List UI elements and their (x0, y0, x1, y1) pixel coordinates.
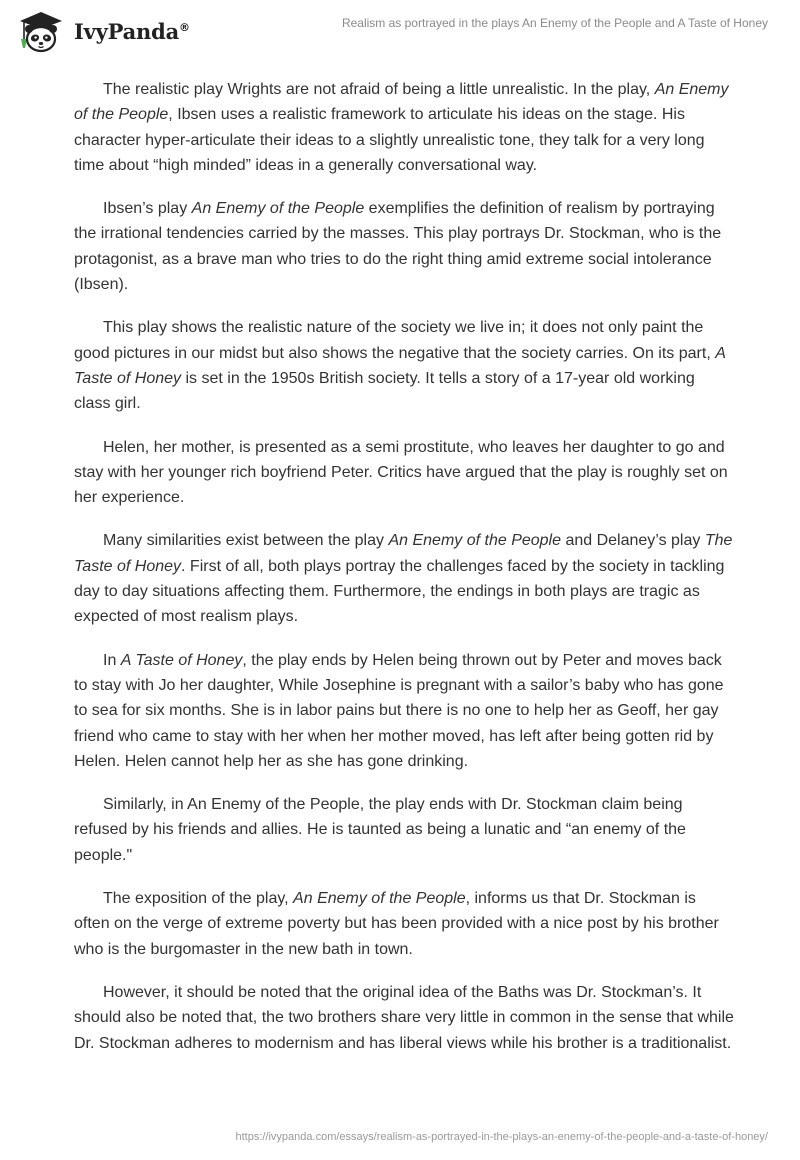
paragraph (74, 648, 734, 774)
text-run: , Ibsen uses a realistic framework to articulate his ideas on the stage. His character hyper-articulate their ideas to a slightly unrealistic tone, they talk for a very long time about “high minded” ideas in a generally conversational way. (74, 106, 705, 174)
essay-body (74, 77, 734, 1074)
paragraph (74, 435, 734, 511)
text-run: The realistic play Wrights are not afraid of being a little unrealistic. In the play, (103, 81, 655, 98)
text-run: , informs us that Dr. Stockman is often on the verge of extreme poverty but has been provided with a nice post by his brother who is the burgomaster in the new bath in town. (74, 890, 719, 958)
ivypanda-logo[interactable] (14, 8, 190, 54)
text-run: However, it should be noted that the original idea of the Baths was Dr. Stockman’s. It should also be noted that, the two brothers share very little in common in the sense that while Dr. Stockman adheres to modernism and has liberal views while his brother is a traditionalist. (74, 983, 734, 1052)
italic-title: An Enemy of the People (388, 532, 562, 550)
page-header (0, 0, 800, 60)
paragraph (74, 77, 734, 178)
text-run: , the play ends by Helen being thrown out by Peter and moves back to stay with Jo her daughter, While Josephine is pregnant with a sailor’s baby who has gone to sea for six months. She is in labor pains but there is no one to help her as Geoff, her gay friend who came to stay with her when her mother moved, has left after being gotten rid by Helen. Helen cannot help her as she has gone drinking. (74, 651, 724, 770)
italic-title: The Taste of Honey (74, 532, 733, 575)
paragraph (74, 980, 734, 1056)
text-run: is set in the 1950s British society. It tells a story of a 17-year old working class girl. (74, 369, 695, 413)
paragraph (74, 792, 734, 868)
text-run: In (103, 651, 121, 669)
text-run: exemplifies the definition of realism by portraying the irrational tendencies carried by the masses. This play portrays Dr. Stockman, who is the protagonist, as a brave man who tries to do the right thing amid extreme social intolerance (Ibsen). (74, 200, 722, 294)
text-run: and Delaney’s play (561, 532, 705, 550)
text-run: Helen, her mother, is presented as a semi prostitute, who leaves her daughter to go and stay with her younger rich boyfriend Peter. Critics have argued that the play is roughly set on her experience. (74, 438, 728, 507)
paragraph (74, 886, 734, 962)
italic-title: An Enemy of the People (293, 890, 466, 908)
panda-graduate-icon (14, 8, 72, 54)
italic-title: A Taste of Honey (74, 344, 726, 387)
brand-name: IvyPanda® (74, 18, 190, 44)
italic-title: An Enemy of the People (74, 81, 729, 124)
italic-title: An Enemy of the People (191, 200, 365, 218)
paragraph (74, 196, 734, 297)
document-title: Realism as portrayed in the plays An Enemy of the People and A Taste of Honey (341, 16, 768, 30)
source-url[interactable]: https://ivypanda.com/essays/realism-as-portrayed-in-the-plays-an-enemy-of-the-people-and-a-taste-of-honey/ (235, 1131, 768, 1143)
text-run: . First of all, both plays portray the challenges faced by the society in tackling day to day situations affecting them. Furthermore, the endings in both plays are tragic as expected of most realism plays. (74, 557, 725, 626)
text-run: Ibsen’s play (103, 200, 192, 218)
paragraph (74, 528, 734, 629)
registered-mark: ® (179, 20, 190, 34)
text-run: The exposition of the play, (103, 890, 294, 908)
text-run: Similarly, in An Enemy of the People, the play ends with Dr. Stockman claim being refused by his friends and allies. He is taunted as being a lunatic and “an enemy of the people." (74, 796, 686, 864)
text-run: This play shows the realistic nature of the society we live in; it does not only paint the good pictures in our midst but also shows the negative that the society carries. On its part, (74, 319, 716, 362)
text-run: Many similarities exist between the play (103, 532, 389, 550)
paragraph (74, 315, 734, 416)
italic-title: A Taste of Honey (120, 651, 243, 669)
